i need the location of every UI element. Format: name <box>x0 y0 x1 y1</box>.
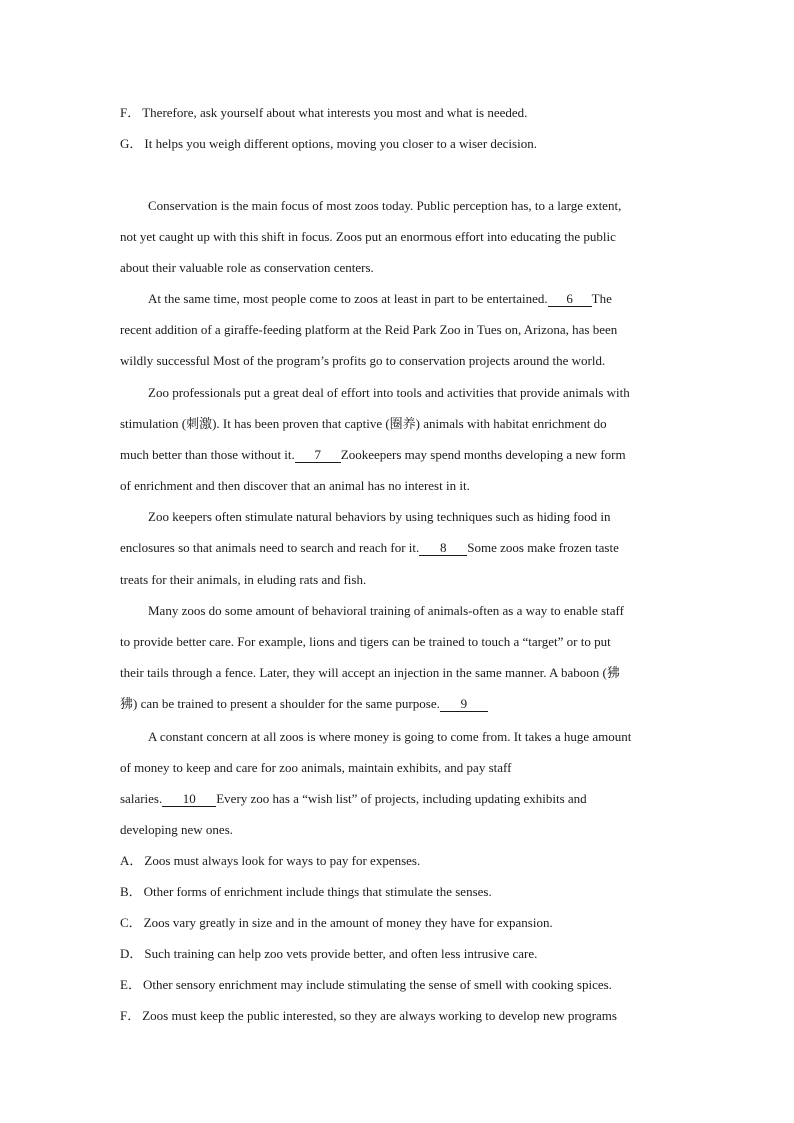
p5-text-before: 狒) can be trained to present a shoulder for the same purpose. <box>120 696 440 711</box>
p5-line-1: Many zoos do some amount of behavioral training of animals-often as a way to enable staff <box>148 603 624 618</box>
p3-text-before: much better than those without it. <box>120 447 295 462</box>
p3-line-3 <box>120 447 680 463</box>
option-text: Other sensory enrichment may include stimulating the sense of smell with cooking spices. <box>142 977 612 992</box>
blank-10: 10 <box>162 792 216 807</box>
option-text: Zoos vary greatly in size and in the amount of money they have for expansion. <box>143 915 553 930</box>
p1-line-2: not yet caught up with this shift in focus. Zoos put an enormous effort into educating the public <box>120 229 616 244</box>
option-text: Therefore, ask yourself about what interests you most and what is needed. <box>142 105 528 120</box>
p2-text-after: The <box>591 291 612 306</box>
option-b <box>120 884 680 900</box>
blank-6: 6 <box>548 292 592 307</box>
p5-line-2: to provide better care. For example, lions and tigers can be trained to touch a “target” or to put <box>120 634 611 649</box>
option-letter: C． <box>120 915 142 930</box>
p2-line-1 <box>148 291 708 307</box>
option-text: Such training can help zoo vets provide better, and often less intrusive care. <box>144 946 538 961</box>
p6-text-after: Every zoo has a “wish list” of projects, including updating exhibits and <box>216 791 587 806</box>
option-f-prev <box>120 105 680 121</box>
p6-line-2: of money to keep and care for zoo animals, maintain exhibits, and pay staff <box>120 760 512 775</box>
p6-line-3 <box>120 791 680 807</box>
option-letter: F． <box>120 105 141 120</box>
option-text: Other forms of enrichment include things that stimulate the senses. <box>143 884 492 899</box>
p2-text-before: At the same time, most people come to zoos at least in part to be entertained. <box>148 291 548 306</box>
option-letter: F． <box>120 1008 141 1023</box>
p5-line-3: their tails through a fence. Later, they will accept an injection in the same manner. A baboon (狒 <box>120 665 620 680</box>
p3-line-4: of enrichment and then discover that an animal has no interest in it. <box>120 478 470 493</box>
blank-8: 8 <box>419 541 467 556</box>
option-e <box>120 977 680 993</box>
p6-line-1: A constant concern at all zoos is where money is going to come from. It takes a huge amount <box>148 729 632 744</box>
option-text: Zoos must always look for ways to pay for expenses. <box>144 853 421 868</box>
p4-text-after: Some zoos make frozen taste <box>467 540 619 555</box>
option-g-prev <box>120 136 680 152</box>
p4-line-1: Zoo keepers often stimulate natural behaviors by using techniques such as hiding food in <box>148 509 611 524</box>
p5-line-4 <box>120 696 680 712</box>
p2-line-3: wildly successful Most of the program’s profits go to conservation projects around the world. <box>120 353 606 368</box>
p3-text-after: Zookeepers may spend months developing a new form <box>340 447 626 462</box>
p1-line-1: Conservation is the main focus of most zoos today. Public perception has, to a large extent, <box>148 198 622 213</box>
p4-line-3: treats for their animals, in eluding rats and fish. <box>120 572 367 587</box>
option-letter: B． <box>120 884 142 899</box>
p3-line-2: stimulation (刺激). It has been proven that captive (圈养) animals with habitat enrichment do <box>120 416 607 431</box>
option-letter: E． <box>120 977 141 992</box>
p6-text-before: salaries. <box>120 791 163 806</box>
option-d <box>120 946 680 962</box>
p4-line-2 <box>120 540 680 556</box>
p4-text-before: enclosures so that animals need to search and reach for it. <box>120 540 420 555</box>
p2-line-2: recent addition of a giraffe-feeding platform at the Reid Park Zoo in Tues on, Arizona, has been <box>120 322 618 337</box>
option-c <box>120 915 680 931</box>
p1-line-3: about their valuable role as conservation centers. <box>120 260 374 275</box>
option-text: Zoos must keep the public interested, so they are always working to develop new programs <box>142 1008 617 1023</box>
blank-7: 7 <box>295 448 341 463</box>
option-text: It helps you weigh different options, moving you closer to a wiser decision. <box>144 136 537 151</box>
option-a <box>120 853 680 869</box>
option-f <box>120 1008 680 1024</box>
option-letter: D． <box>120 946 143 961</box>
blank-9: 9 <box>440 697 488 712</box>
option-letter: A． <box>120 853 143 868</box>
option-letter: G． <box>120 136 143 151</box>
p3-line-1: Zoo professionals put a great deal of effort into tools and activities that provide animals with <box>148 385 630 400</box>
p6-line-4: developing new ones. <box>120 822 234 837</box>
